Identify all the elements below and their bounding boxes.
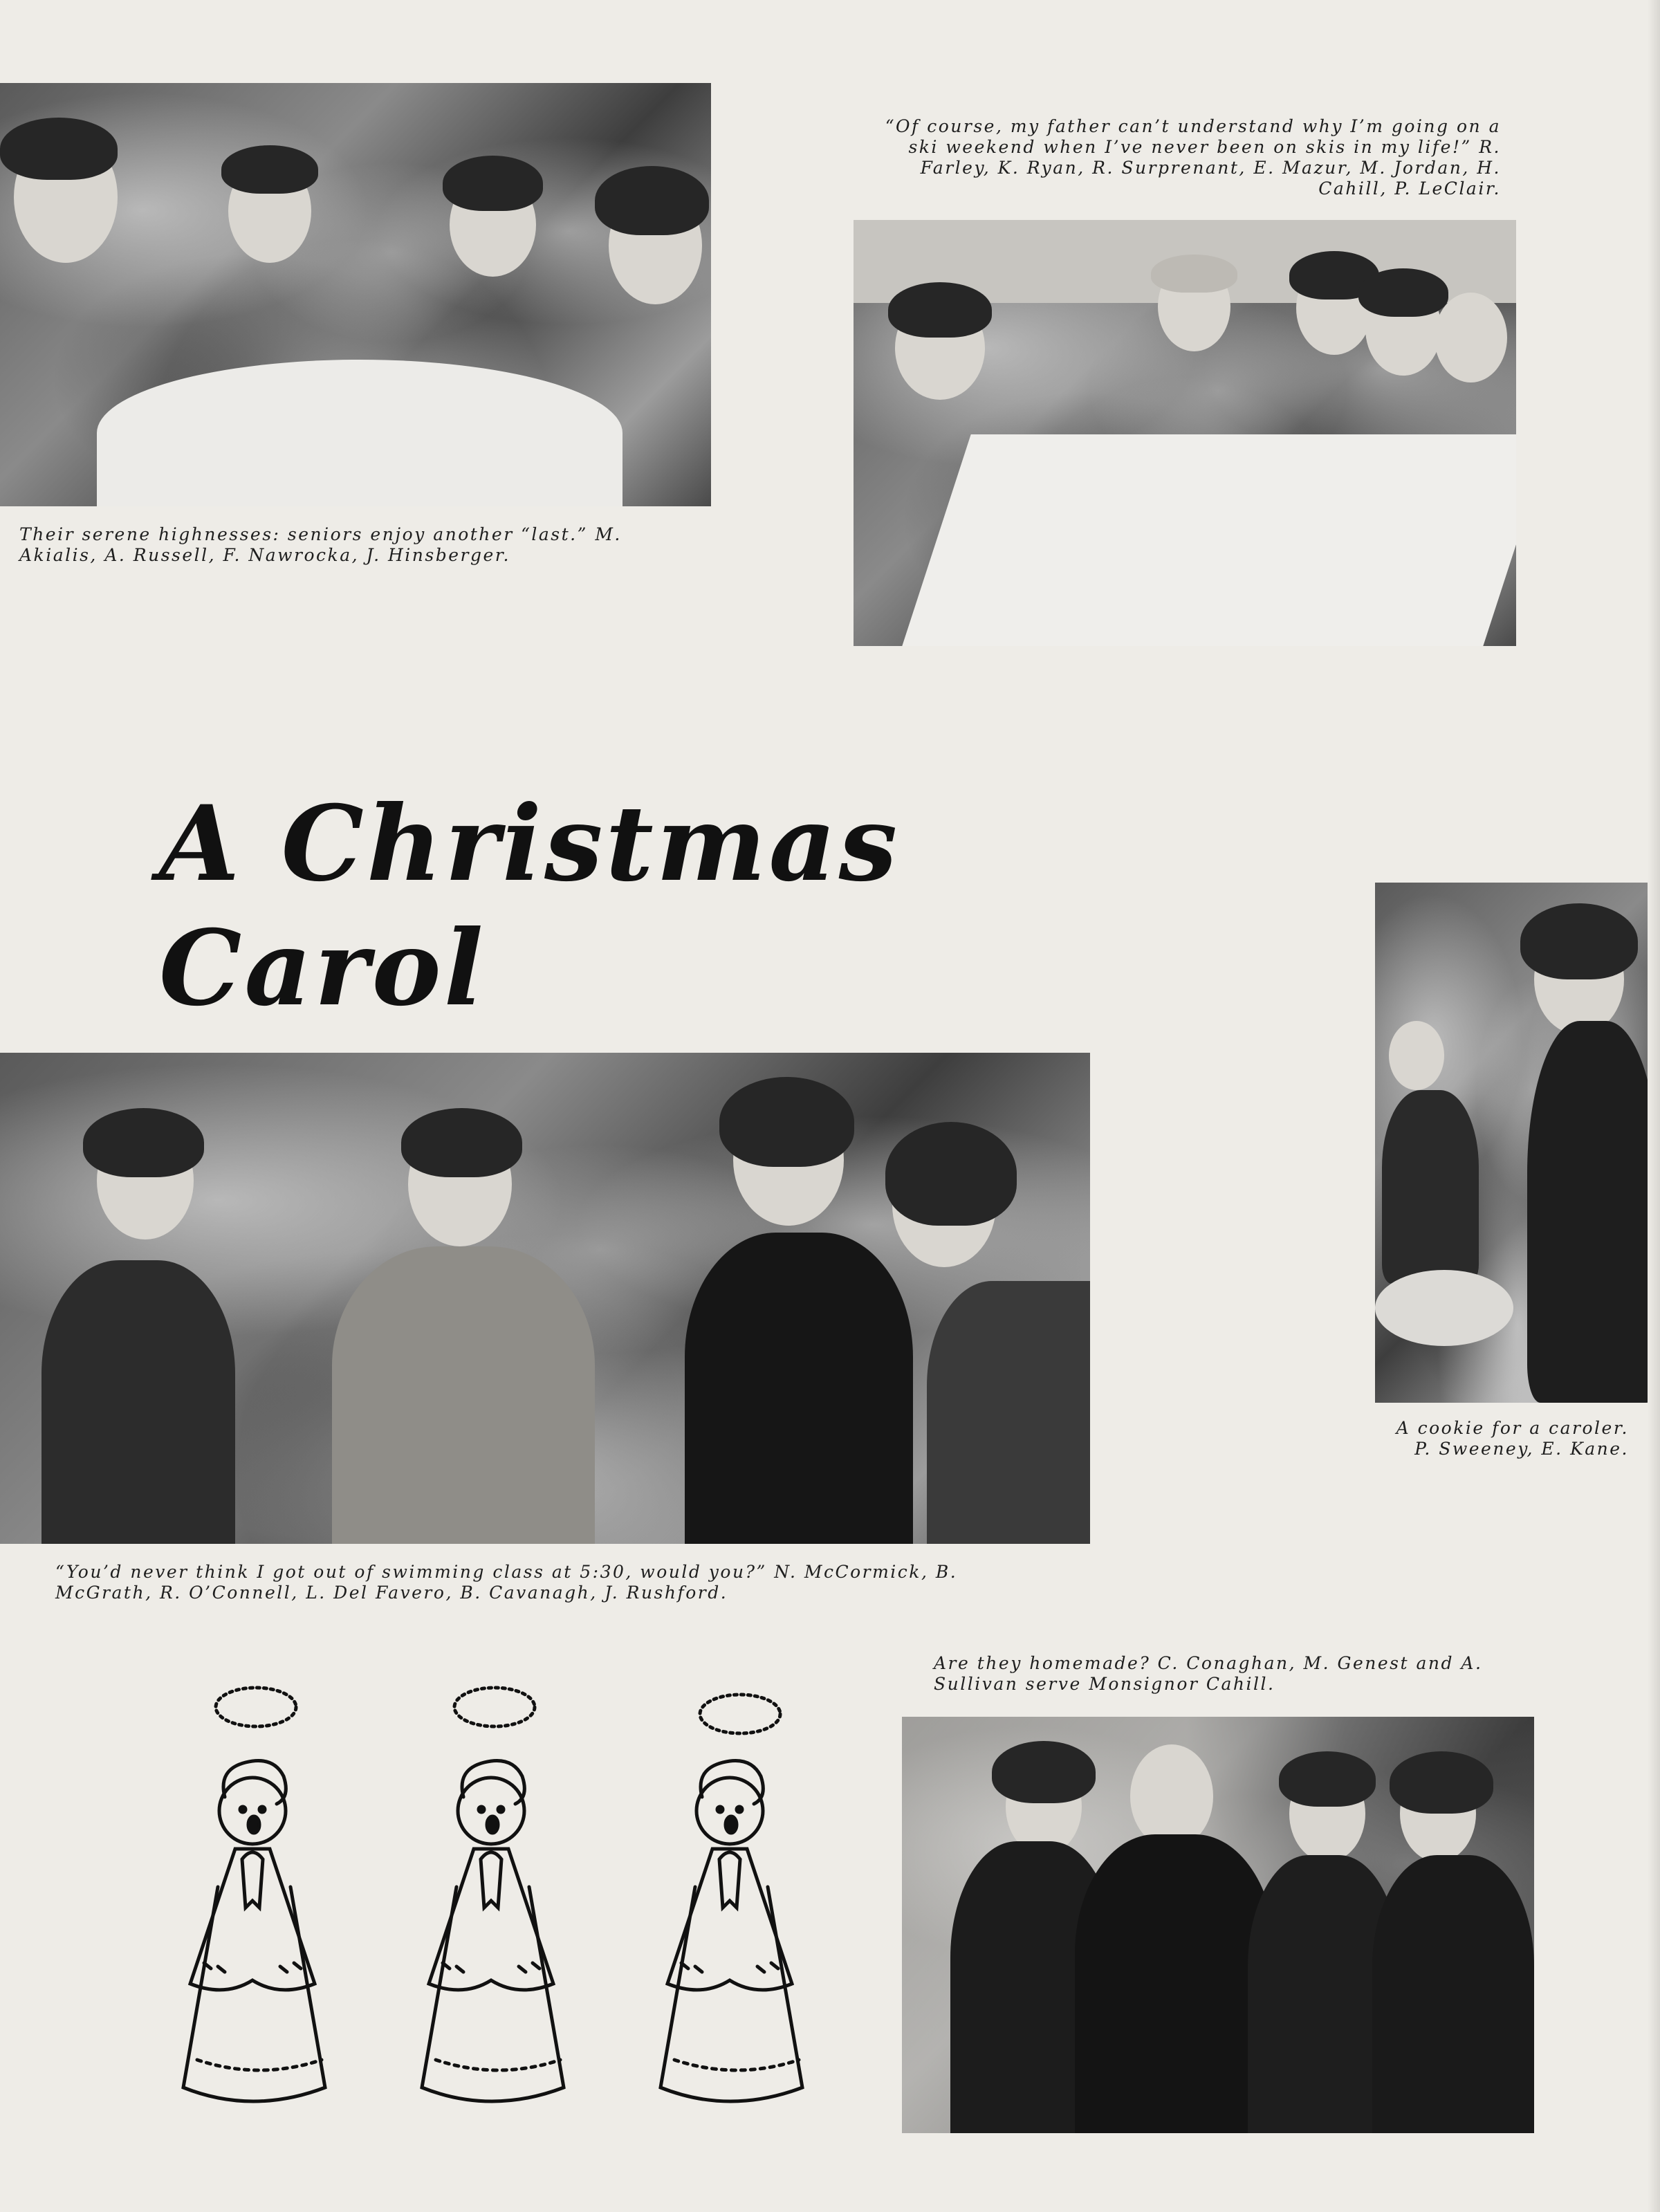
photo-monsignor-cahill [902,1717,1534,2133]
photo-cookie-caroler [1375,883,1660,1403]
photo-seniors-dinner [0,83,711,506]
caption-seniors: Their serene highnesses: seniors enjoy another “last.” M. Akialis, A. Russell, F. Nawrocka, J. Hinsberger. [19,524,622,565]
angel-caroler-3 [661,1695,802,2101]
page-edge [1648,0,1660,2212]
angel-caroler-1 [183,1688,325,2101]
caption-ski-weekend: “Of course, my father can’t understand why I’m going on a ski weekend when I’ve never been on skis in my life!” R. Farley, K. Ryan, R. Surprenant, E. Mazur, M. Jordan, H. Cahill, P. LeClair. [885,116,1501,199]
caption-homemade: Are they homemade? C. Conaghan, M. Genest and A. Sullivan serve Monsignor Cahill. [934,1653,1483,1694]
caption-swimming: “You’d never think I got out of swimming class at 5:30, would you?” N. McCormick, B. McGrath, R. O’Connell, L. Del Favero, B. Cavanagh, J. Rushford. [55,1562,958,1603]
page-title: A Christmas Carol [159,783,901,1029]
photo-ski-weekend-table [854,220,1516,646]
angel-caroler-2 [422,1688,564,2101]
caption-cookie: A cookie for a caroler. P. Sweeney, E. Kane. [1396,1418,1629,1459]
photo-swimming-class-group [0,1053,1090,1544]
three-angel-carolers-drawing [176,1672,882,2129]
